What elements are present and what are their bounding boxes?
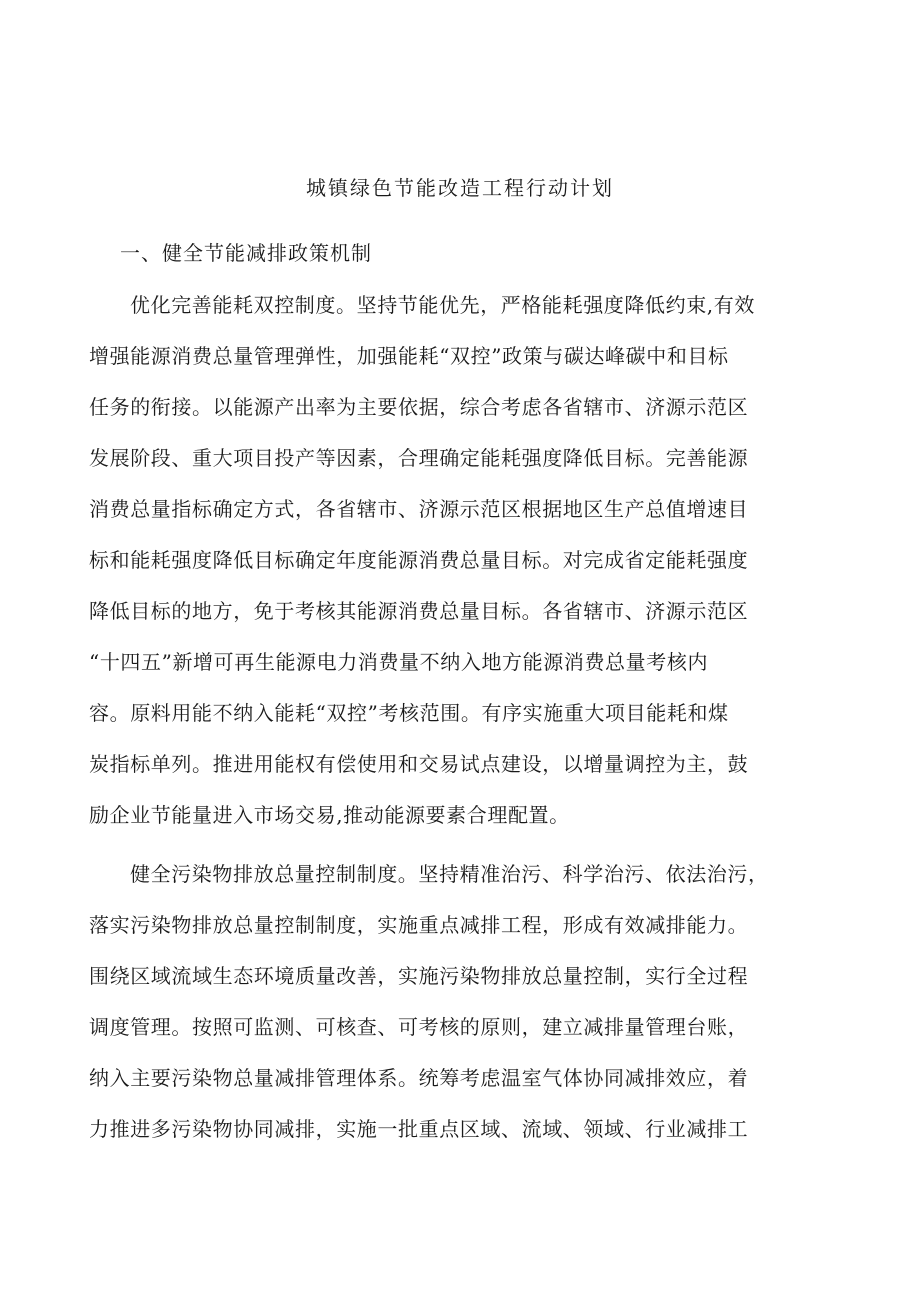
paragraph-line: 发展阶段、重大项目投产等因素，合理确定能耗强度降低目标。完善能源 (89, 446, 749, 470)
document-title: 城镇绿色节能改造工程行动计划 (306, 176, 614, 200)
paragraph-line: 任务的衔接。以能源产出率为主要依据，综合考虑各省辖市、济源示范区 (89, 395, 749, 419)
paragraph-line: 围绕区域流域生态环境质量改善，实施污染物排放总量控制，实行全过程 (89, 964, 749, 988)
section-heading: 一、健全节能减排政策机制 (120, 241, 372, 265)
paragraph-line: 力推进多污染物协同减排，实施一批重点区域、流域、领域、行业减排工 (89, 1117, 749, 1141)
paragraph-line: 落实污染物排放总量控制制度，实施重点减排工程，形成有效减排能力。 (89, 913, 749, 937)
paragraph-line: 励企业节能量进入市场交易,推动能源要素合理配置。 (89, 803, 570, 827)
paragraph-line: 消费总量指标确定方式，各省辖市、济源示范区根据地区生产总值增速目 (89, 497, 749, 521)
paragraph-line: 调度管理。按照可监测、可核查、可考核的原则，建立减排量管理台账， (89, 1015, 749, 1039)
paragraph-line: 降低目标的地方，免于考核其能源消费总量目标。各省辖市、济源示范区 (89, 599, 749, 623)
paragraph-line: 增强能源消费总量管理弹性，加强能耗“双控”政策与碳达峰碳中和目标 (89, 344, 729, 368)
paragraph-line: 炭指标单列。推进用能权有偿使用和交易试点建设，以增量调控为主，鼓 (89, 752, 749, 776)
paragraph-line: 纳入主要污染物总量减排管理体系。统筹考虑温室气体协同减排效应，着 (89, 1066, 749, 1090)
paragraph-line: “十四五”新增可再生能源电力消费量不纳入地方能源消费总量考核内 (89, 650, 709, 674)
paragraph-line: 标和能耗强度降低目标确定年度能源消费总量目标。对完成省定能耗强度 (89, 548, 749, 572)
paragraph-line: 健全污染物排放总量控制制度。坚持精准治污、科学治污、依法治污， (130, 862, 769, 886)
paragraph-line: 优化完善能耗双控制度。坚持节能优先，严格能耗强度降低约束,有效 (130, 293, 755, 317)
paragraph-line: 容。原料用能不纳入能耗“双控”考核范围。有序实施重大项目能耗和煤 (89, 701, 729, 725)
